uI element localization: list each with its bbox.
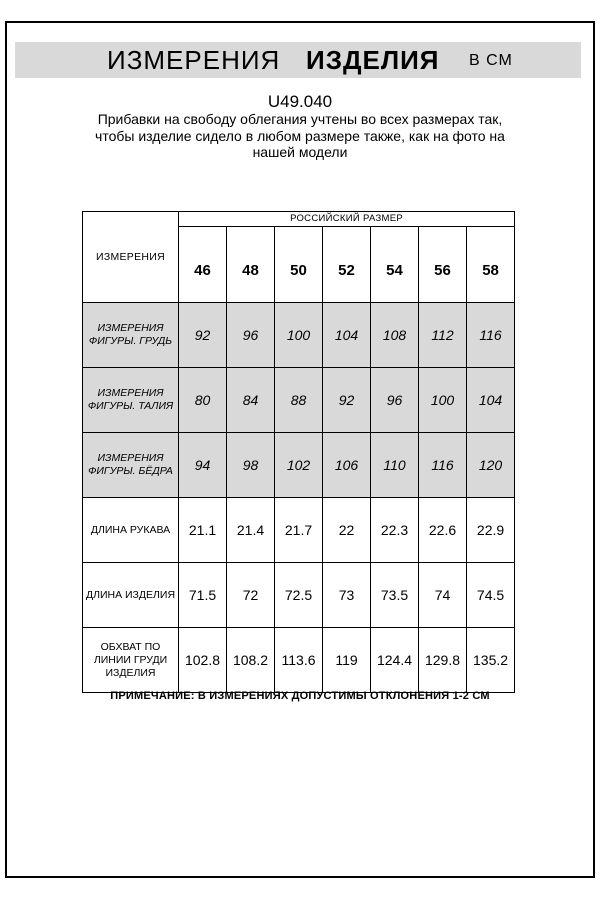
value-cell: 72	[227, 563, 275, 628]
table-row	[83, 628, 515, 693]
product-code: U49.040	[267, 92, 333, 111]
value-cell: 96	[227, 303, 275, 368]
row-label	[83, 563, 179, 628]
measurements-header: ИЗМЕРЕНИЯ	[83, 212, 179, 303]
value-cell: 74.5	[467, 563, 515, 628]
value-cell: 100	[275, 303, 323, 368]
value-cell: 72.5	[275, 563, 323, 628]
value-cell: 100	[419, 368, 467, 433]
table-row	[83, 498, 515, 563]
size-group-header: РОССИЙСКИЙ РАЗМЕР	[179, 212, 515, 227]
row-label-line: ЛИНИИ ГРУДИ	[93, 653, 168, 666]
unit-label: В СМ	[469, 52, 513, 69]
value-cell: 73.5	[371, 563, 419, 628]
value-cell: 113.6	[275, 628, 323, 693]
value-cell: 108	[371, 303, 419, 368]
value-cell: 106	[323, 433, 371, 498]
row-label-line: ФИГУРЫ. ГРУДЬ	[88, 335, 173, 347]
size-header: 50	[275, 227, 323, 303]
fit-note-line: Прибавки на свободу облегания учтены во всех размерах так,	[97, 111, 503, 127]
size-header: 58	[467, 227, 515, 303]
size-header: 48	[227, 227, 275, 303]
table-row	[83, 563, 515, 628]
value-cell: 74	[419, 563, 467, 628]
value-cell: 94	[179, 433, 227, 498]
value-cell: 84	[227, 368, 275, 433]
value-cell: 71.5	[179, 563, 227, 628]
value-cell: 21.4	[227, 498, 275, 563]
footnote: ПРИМЕЧАНИЕ: В ИЗМЕРЕНИЯХ ДОПУСТИМЫ ОТКЛОНЕНИЯ 1-2 СМ	[110, 690, 490, 702]
value-cell: 22.9	[467, 498, 515, 563]
size-header: 56	[419, 227, 467, 303]
value-cell: 92	[323, 368, 371, 433]
value-cell: 22.3	[371, 498, 419, 563]
value-cell: 96	[371, 368, 419, 433]
table-row	[83, 368, 515, 433]
page-title-bold: ИЗДЕЛИЯ	[306, 45, 440, 75]
size-header: 52	[323, 227, 371, 303]
value-cell: 21.7	[275, 498, 323, 563]
row-label-line: ДЛИНА РУКАВА	[90, 523, 171, 536]
fit-note	[60, 111, 540, 161]
size-header: 46	[179, 227, 227, 303]
value-cell: 110	[371, 433, 419, 498]
value-cell: 88	[275, 368, 323, 433]
size-header: 54	[371, 227, 419, 303]
value-cell: 112	[419, 303, 467, 368]
value-cell: 120	[467, 433, 515, 498]
fit-note-line: нашей модели	[252, 144, 348, 160]
value-cell: 22	[323, 498, 371, 563]
value-cell: 108.2	[227, 628, 275, 693]
row-label-line: ИЗМЕРЕНИЯ	[97, 387, 164, 399]
value-cell: 116	[467, 303, 515, 368]
value-cell: 129.8	[419, 628, 467, 693]
row-label-line: ОБХВАТ ПО	[100, 640, 161, 653]
row-label-line: ФИГУРЫ. БЁДРА	[88, 465, 173, 477]
size-chart-table	[82, 211, 515, 693]
row-label	[83, 303, 179, 368]
value-cell: 21.1	[179, 498, 227, 563]
row-label	[83, 433, 179, 498]
value-cell: 102	[275, 433, 323, 498]
value-cell: 22.6	[419, 498, 467, 563]
row-label-line: ИЗМЕРЕНИЯ	[97, 322, 164, 334]
value-cell: 135.2	[467, 628, 515, 693]
table-row	[83, 303, 515, 368]
value-cell: 73	[323, 563, 371, 628]
value-cell: 80	[179, 368, 227, 433]
row-label	[83, 498, 179, 563]
fit-note-line: чтобы изделие сидело в любом размере также, как на фото на	[95, 127, 505, 144]
row-label	[83, 368, 179, 433]
value-cell: 124.4	[371, 628, 419, 693]
value-cell: 104	[323, 303, 371, 368]
value-cell: 116	[419, 433, 467, 498]
value-cell: 98	[227, 433, 275, 498]
page-title: ИЗМЕРЕНИЯ	[107, 45, 281, 75]
value-cell: 104	[467, 368, 515, 433]
value-cell: 92	[179, 303, 227, 368]
row-label-line: ИЗДЕЛИЯ	[105, 666, 156, 679]
row-label-line: ФИГУРЫ. ТАЛИЯ	[87, 400, 174, 412]
row-label-line: ДЛИНА ИЗДЕЛИЯ	[85, 588, 176, 601]
row-label	[83, 628, 179, 693]
value-cell: 119	[323, 628, 371, 693]
row-label-line: ИЗМЕРЕНИЯ	[97, 452, 164, 464]
value-cell: 102.8	[179, 628, 227, 693]
table-row	[83, 433, 515, 498]
